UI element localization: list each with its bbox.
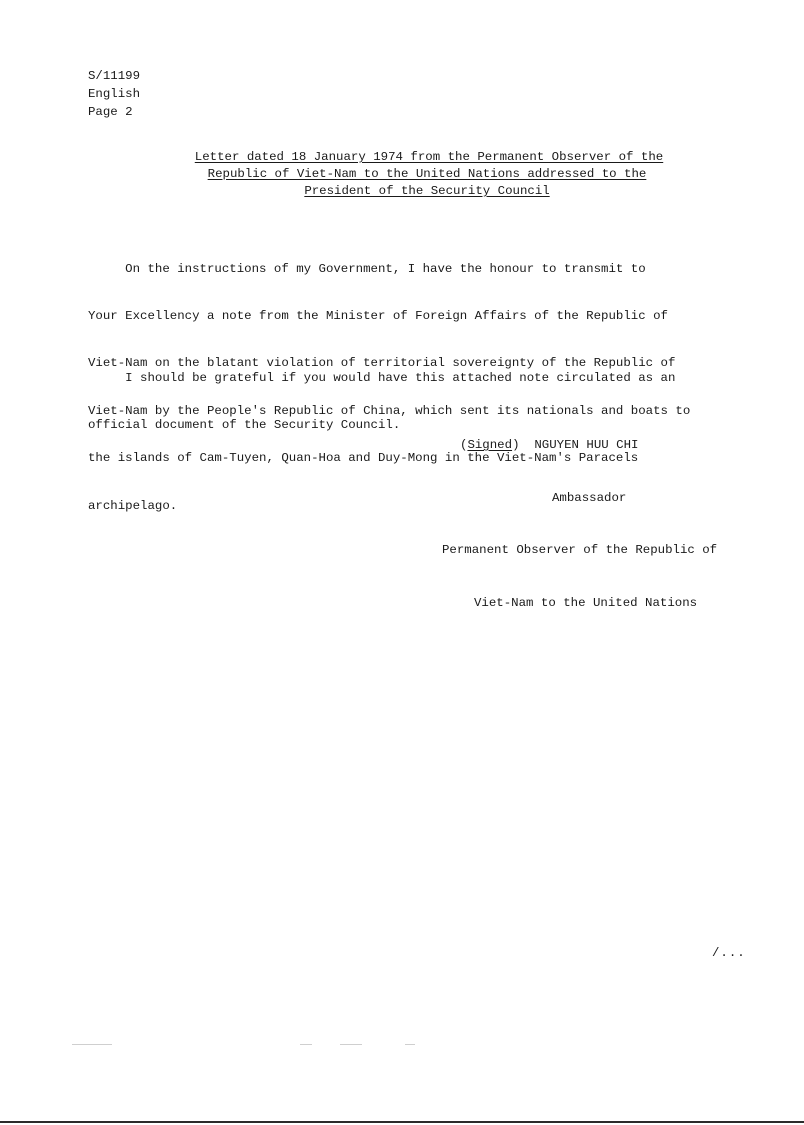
continuation-marker: /... <box>712 946 746 960</box>
page-bottom-border <box>0 1121 804 1123</box>
scan-artifact <box>72 1044 112 1045</box>
paragraph-line: On the instructions of my Government, I have the honour to transmit to <box>88 261 646 276</box>
signed-label: Signed <box>467 438 513 452</box>
signature-line: (Signed) NGUYEN HUU CHI <box>460 438 639 452</box>
paragraph-line: I should be grateful if you would have this attached note circulated as an <box>88 370 676 385</box>
signatory-rank: Ambassador <box>552 490 627 505</box>
title-line-2: Republic of Viet-Nam to the United Nations addressed to the <box>207 167 647 181</box>
signatory-title-line-2: Viet-Nam to the United Nations <box>474 595 698 610</box>
scan-artifact <box>340 1044 362 1045</box>
paragraph-line: the islands of Cam-Tuyen, Quan-Hoa and Duy-Mong in the Viet-Nam's Paracels <box>88 451 639 466</box>
scan-artifact <box>300 1044 312 1045</box>
signatory-name: NGUYEN HUU CHI <box>534 438 639 452</box>
paragraph-line: Your Excellency a note from the Minister of Foreign Affairs of the Republic of <box>88 308 668 323</box>
document-language: English <box>88 87 141 101</box>
page-number: Page 2 <box>88 105 133 119</box>
document-header <box>88 67 140 121</box>
title-line-1: Letter dated 18 January 1974 from the Permanent Observer of the <box>194 150 664 164</box>
letter-title <box>0 149 804 200</box>
signature-block <box>440 402 717 647</box>
paragraph-line: archipelago. <box>88 498 178 513</box>
title-line-3: President of the Security Council <box>304 184 550 198</box>
paragraph-line: official document of the Security Council. <box>88 417 401 432</box>
scan-artifact <box>405 1044 415 1045</box>
paragraph-line: Viet-Nam by the People's Republic of China, which sent its nationals and boats to <box>88 403 691 418</box>
signatory-title-line-1: Permanent Observer of the Republic of <box>442 543 718 557</box>
document-symbol: S/11199 <box>88 69 141 83</box>
paragraph-line: Viet-Nam on the blatant violation of territorial sovereignty of the Republic of <box>88 356 676 371</box>
